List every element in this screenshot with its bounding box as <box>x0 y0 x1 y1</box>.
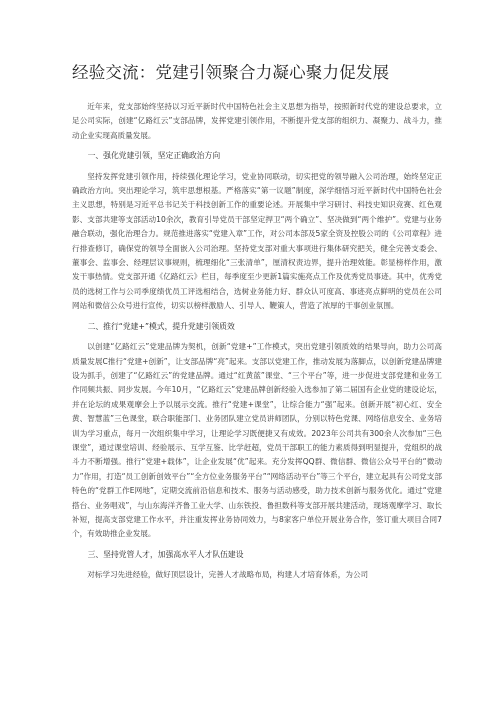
section-3-body: 对标学习先进经验，做好顶层设计，完善人才战略布局，构建人才培育体系，为公司 <box>87 570 369 580</box>
section-1-body: 坚持发挥党建引领作用，持续强化理论学习，党业协同联动，切实把党的领导融入公司治理，始终坚定正确政治方向。突出理论学习，筑牢思想根基。严格落实“第一议题”制度，深学细悟习近平新时代中国特色社会主义思想，特别是习近平总书记关于科技创新工作的重要论述。开展集中学习研讨、科技史知识竞赛、红色观影、支部共建等支部活动10余次，教育引导党员干部坚定捍卫“两个确立”、坚决做到“两个维护”。党建与业务融合联动，强化治理合力。规范推进落实“党建入章”工作，对公司本部及5家全资及控股公司的《公司章程》进行排查修订，确保党的领导全面嵌入公司治理。坚持党支部对重大事项进行集体研究把关，健全完善支委会、董事会、监事会、经理层议事规则，梳理细化“三张清单”，厘清权责边界，提升治理效能。彰显榜样作用，激发干事热情。党支部开通《亿路红云》栏目，每季度至少更新1篇实施亮点工作及优秀党员事迹。其中，优秀党员的选树工作与公司季度绩优员工评选相结合，选树业务能力好、群众认可度高、事迹亮点鲜明的党员在公司网站和微信公众号进行宣传，切实以榜样激励人、引导人、鞭策人，营造了浓厚的干事创业氛围。 <box>72 171 442 311</box>
section-2-body: 以创建“亿路红云”党建品牌为契机，创新“党建+”工作模式，突出党建引领质效的结果导向，助力公司高质量发展C推行“党建+创新”，让支部品牌“亮”起来。支部以党建工作，推动发展为落脚点，以创新党建品牌建设为抓手，创建了“亿路红云”的党建品牌。通过“红黄蓝”课堂、“三个平台”等，进一步促进支部党建和业务工作同频共振、同步发展。今年10月，“亿路红云”党建品牌创新经验入选参加了第二届国有企业党的建设论坛，并在论坛的成果观摩会上予以展示交流。推行“党建+课堂”，让综合能力“强”起来。创新开展“初心红、安全黄、智慧蓝”三色课堂，联合职能部门、业务团队建立党员讲师团队，分别以特色党课、网络信息安全、业务培训为学习重点，每月一次组织集中学习，让理论学习既便捷又有成效。2023年公司共有300余人次参加“三色课堂”，通过课堂培训、经验展示、互学互鉴、比学赶超，党员干部职工的能力素质得到明显提升，党组织的战斗力不断增强。推行“党建+载体”，让企业发展“优”起来。充分发挥QQ群、微信群、微信公众号平台的“微动力”作用，打造“员工创新创效平台”“全方位业务服务平台”“网络活动平台”等三个平台，建立起具有公司党支部特色的“党群工作E网地”，定期交流前沿信息和技术、服务与活动感受，助力技术创新与服务优化。通过“党建搭台、业务唱戏”，与山东海洋齐鲁工业大学、山东铁投、鲁担数科等支部开展共建活动，现场观摩学习、取长补短，提高支部党建工作水平，并注重发挥业务协同效力，与8家客户单位开展业务合作，签订重大项目合同7个，有效助推企业发展。 <box>72 342 442 539</box>
section-2-heading: 二、推行“党建+”模式，提升党建引领质效 <box>87 321 235 331</box>
section-3-heading: 三、坚持党管人才，加强高水平人才队伍建设 <box>87 549 244 559</box>
intro-paragraph: 近年来，党支部始终坚持以习近平新时代中国特色社会主义思想为指导，按照新时代党的建设总要求，立足公司实际，创建“亿路红云”支部品牌，发挥党建引领作用，不断提升党支部的组织力、凝聚力、战斗力，推动企业实现高质量发展。 <box>72 102 442 140</box>
section-1-heading: 一、强化党建引领，坚定正确政治方向 <box>87 151 221 161</box>
document-title: 经验交流：党建引领聚合力凝心聚力促发展 <box>72 63 390 82</box>
